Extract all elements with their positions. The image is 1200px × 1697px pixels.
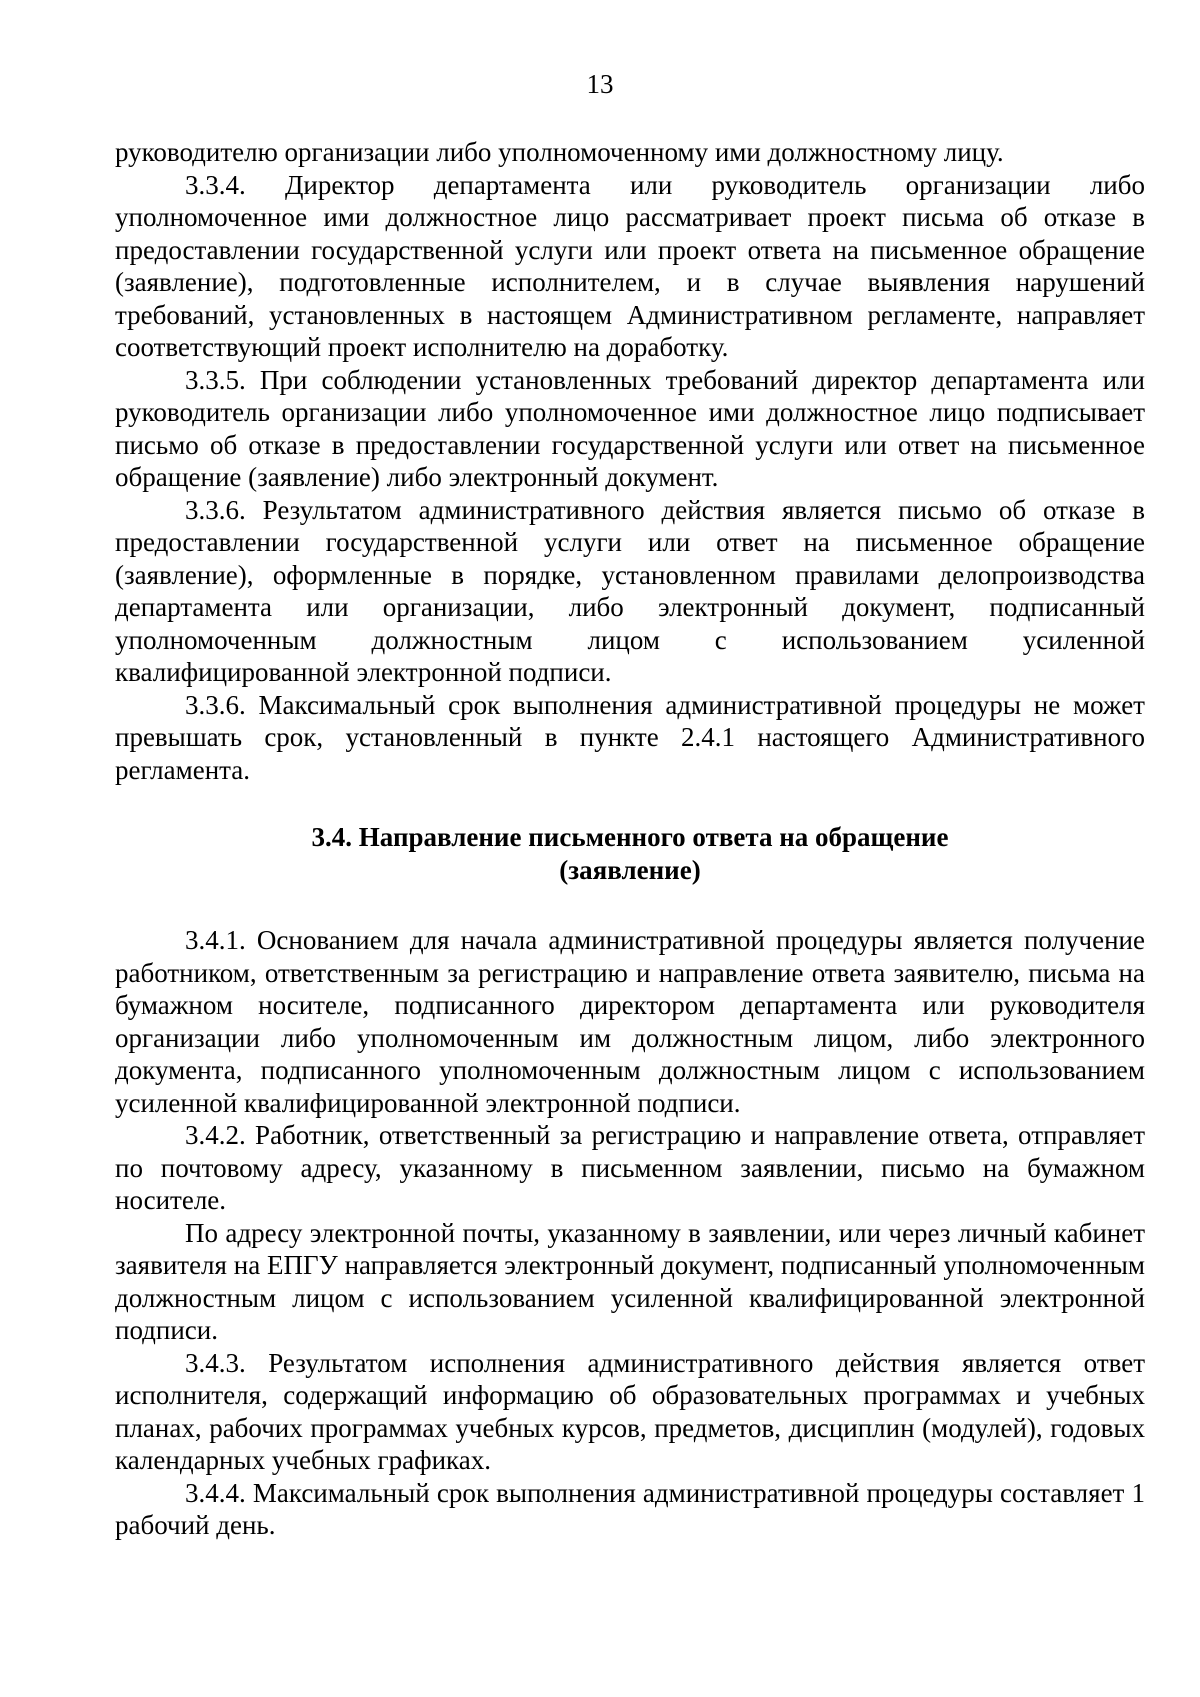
paragraph-3-4-2: 3.4.2. Работник, ответственный за регистрацию и направление ответа, отправляет по почтовому адресу, указанному в письменном заявлении, письмо на бумажном носителе. [115, 1120, 1145, 1215]
paragraph-3-3-4: 3.3.4. Директор департамента или руководитель организации либо уполномоченное ими должностное лицо рассматривает проект письма об отказе в предоставлении государственной услуги или проект ответа на письменное обращение (заявление), подготовленные исполнителем, и в случае выявления нарушений требований, установленных в настоящем Административном регламенте, направляет соответствующий проект исполнителю на доработку. [115, 169, 1145, 362]
page-number: 13 [586, 69, 614, 99]
document-body [115, 136, 1145, 1542]
paragraph-email-delivery: По адресу электронной почты, указанному в заявлении, или через личный кабинет заявителя на ЕПГУ направляется электронный документ, подписанный уполномоченным должностным лицом с использованием усиленной квалифицированной электронной подписи. [115, 1217, 1145, 1345]
paragraph-3-4-3: 3.4.3. Результатом исполнения административного действия является ответ исполнителя, содержащий информацию об образовательных программах и учебных планах, рабочих программах учебных курсов, предметов, дисциплин (модулей), годовых календарных учебных графиках. [115, 1347, 1145, 1475]
paragraph-continuation: руководителю организации либо уполномоченному ими должностному лицу. [115, 137, 1004, 167]
section-heading-3-4 [115, 821, 1145, 887]
paragraph-3-3-6-deadline: 3.3.6. Максимальный срок выполнения административной процедуры не может превышать срок, установленный в пункте 2.4.1 настоящего Административного регламента. [115, 689, 1145, 785]
paragraph-3-3-6-result: 3.3.6. Результатом административного действия является письмо об отказе в предоставлении государственной услуги или ответ на письменное обращение (заявление), оформленные в порядке, установленном правилами делопроизводства департамента или организации, либо электронный документ, подписанный уполномоченным должностным лицом с использованием усиленной квалифицированной электронной подписи. [115, 494, 1145, 687]
section-heading-line2: (заявление) [559, 855, 701, 885]
section-heading-line1: 3.4. Направление письменного ответа на обращение [311, 822, 949, 852]
paragraph-3-4-4: 3.4.4. Максимальный срок выполнения административной процедуры составляет 1 рабочий день. [115, 1477, 1145, 1540]
paragraph-3-4-1: 3.4.1. Основанием для начала административной процедуры является получение работником, ответственным за регистрацию и направление ответа заявителю, письма на бумажном носителе, подписанного директором департамента или руководителя организации либо уполномоченным им должностным лицом, либо электронного документа, подписанного уполномоченным должностным лицом с использованием усиленной квалифицированной электронной подписи. [115, 925, 1145, 1118]
paragraph-3-3-5: 3.3.5. При соблюдении установленных требований директор департамента или руководитель организации либо уполномоченное ими должностное лицо подписывает письмо об отказе в предоставлении государственной услуги или ответ на письменное обращение (заявление) либо электронный документ. [115, 364, 1145, 492]
